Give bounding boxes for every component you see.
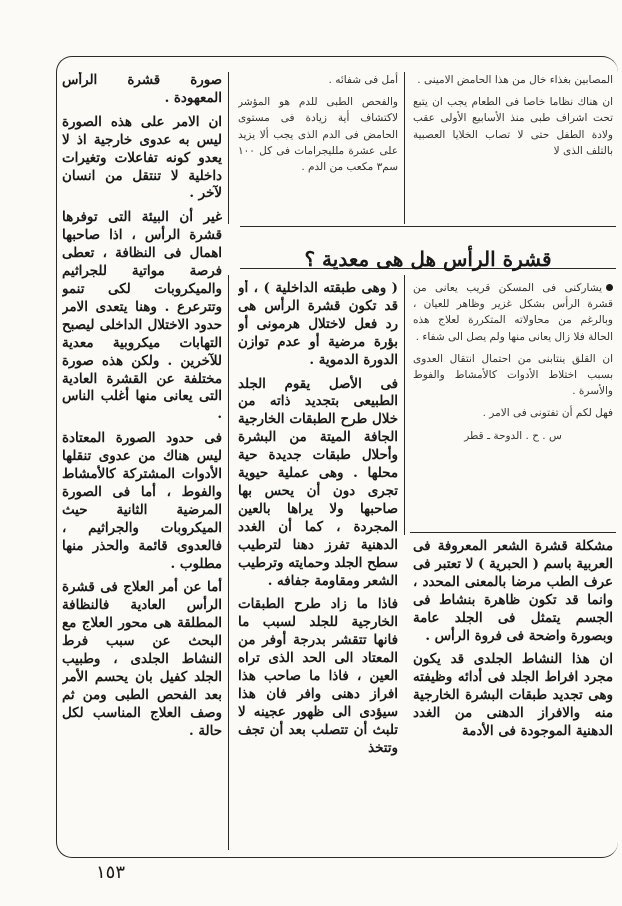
bullet-icon [606,284,613,291]
col-right-answer [413,538,613,850]
col-mid-top [238,72,398,224]
paragraph: فى الأصل يقوم الجلد الطبيعى بتجديد ذاته من خلال طرح الطبقات الخارجية الجافة الميتة من البشرة وأحلال طبقات جديدة حية محلها . وهى عملية حيوية تجرى دون أن يحس بها صاحبها ولا يراها بالعين المجردة ، كما أن الغدد الدهنية تفرز دهنا لترطيب سطح الجلد وحمايته وترطيب الشعر ومقاومة جفافه . [238,375,398,589]
paragraph: ان الامر على هذه الصورة ليس به عدوى خارجية اذ لا يعدو كونه تفاعلات وتغيرات داخلية لا تنتقل من انسان لآخر . [62,113,222,202]
column-divider [404,72,405,224]
paragraph: فى حدود الصورة المعتادة ليس هناك من عدوى تنقلها الأدوات المشتركة كالأمشاط والفوط ، أما فى الصورة المرضية الثانية حيث الميكروبات والجراثيم ، فالعدوى قائمة والحذر منها مطلوب . [62,430,222,572]
paragraph: فاذا ما زاد طرح الطبقات الخارجية للجلد لسبب ما فانها تتقشر بدرجة أوفر من المعتاد الى الحد الذى تراه العين ، فاذا ما صاحب هذا افراز دهنى وافر فان هذا سيؤدى الى ظهور عجينه لا تلبث أن تتصلب بعد أن تجف وتتخذ [238,596,398,756]
paragraph: ان القلق ينتابنى من احتمال انتقال العدوى بسبب اختلاط الأدوات كالأمشاط والفوط والأسرة . [413,352,613,398]
paragraph: أمل فى شفائه . [328,74,398,86]
paragraph: ان هناك نظاما خاصا فى الطعام يجب ان يتبع تحت اشراف طبى منذ الأسابيع الأولى عقب ولادة الطفل حتى لا تصاب الخلايا العصبية بالتلف الذى لا [413,96,613,157]
paragraph: المصابين بغذاء خال من هذا الحامض الامينى . [417,74,613,86]
col-right-top [413,72,613,224]
paragraph: صورة قشرة الرأس المعهودة . [62,72,222,106]
paragraph: مشكلة قشرة الشعر المعروفة فى العربية باسم ( الحبرية ) لا تعتبر فى عرف الطب مرضا بالمعنى المحدد ، وانما قد تكون ظاهرة بنشاط فى الجسم يتمثل فى الجلد عامة وبصورة واضحة فى فروة الرأس . [413,538,613,644]
paragraph: غير أن البيئة التى توفرها قشرة الرأس ، اذا صاحبها اهمال فى النظافة ، تعطى فرصة مواتية للجراثيم والميكروبات لكى تنمو وتترعرع . وهنا يتعدى الامر حدود الاختلال الداخلى ليصبح التهابات ميكروبية معدية للآخرين . ولكن هذه صورة مختلفة عن القشرة العادية التى يعانى منها أغلب الناس . [62,209,222,423]
paragraph: أما عن أمر العلاج فى قشرة الرأس العادية فالنظافة المطلقة هى محور العلاج مع البحث عن سبب فرط النشاط الجلدى ، وطبيب الجلد كفيل بان يحسم الأمر بعد الفحص الطبى ومن ثم وصف العلاج المناسب لكل حالة . [62,579,222,739]
paragraph: والفحص الطبى للدم هو المؤشر لاكتشاف أية زيادة فى مستوى الحامض فى الدم الذى يجب ألا يزيد على عشرة مللیجرامات فى كل ١٠٠ سم٣ مكعب من الدم . [238,96,398,174]
article-headline: قشرة الرأس هل هى معدية ؟ [304,247,552,272]
page-number: ١٥٣ [96,862,126,883]
column-divider [404,275,405,535]
col-mid-answer [238,280,398,850]
col-left [62,72,222,850]
column-divider [228,275,229,850]
paragraph: ( وهى طبقته الداخلية ) ، أو قد تكون قشرة الرأس هى رد فعل لاختلال هرمونى أو بؤرة مرضية أو عدم توازن الدورة الدموية . [238,280,398,368]
headline-rule-top [240,226,616,227]
column-divider [228,72,229,224]
letter-rule [410,532,616,533]
paragraph: ان هذا النشاط الجلدى قد يكون مجرد افراط الجلد فى أدائه وظيفته وهى تجديد طبقات البشرة الخارجية منه والافراز الدهنى من الغدد الدهنية الموجودة فى الأدمة [413,651,613,740]
reader-letter [413,280,613,528]
letter-signature: س . ح . الدوحة ـ قطر [464,429,562,442]
paragraph: يشاركنى فى المسكن قريب يعانى من قشرة الرأس بشكل غزير وظاهر للعيان ، وبالرغم من محاولاته المتكررة لعلاج هذه الحالة فلا زال يعانى منها ولم يصل الى شفاء . [413,282,613,343]
paragraph: فهل لكم أن تفتونى فى الامر . [482,407,613,420]
